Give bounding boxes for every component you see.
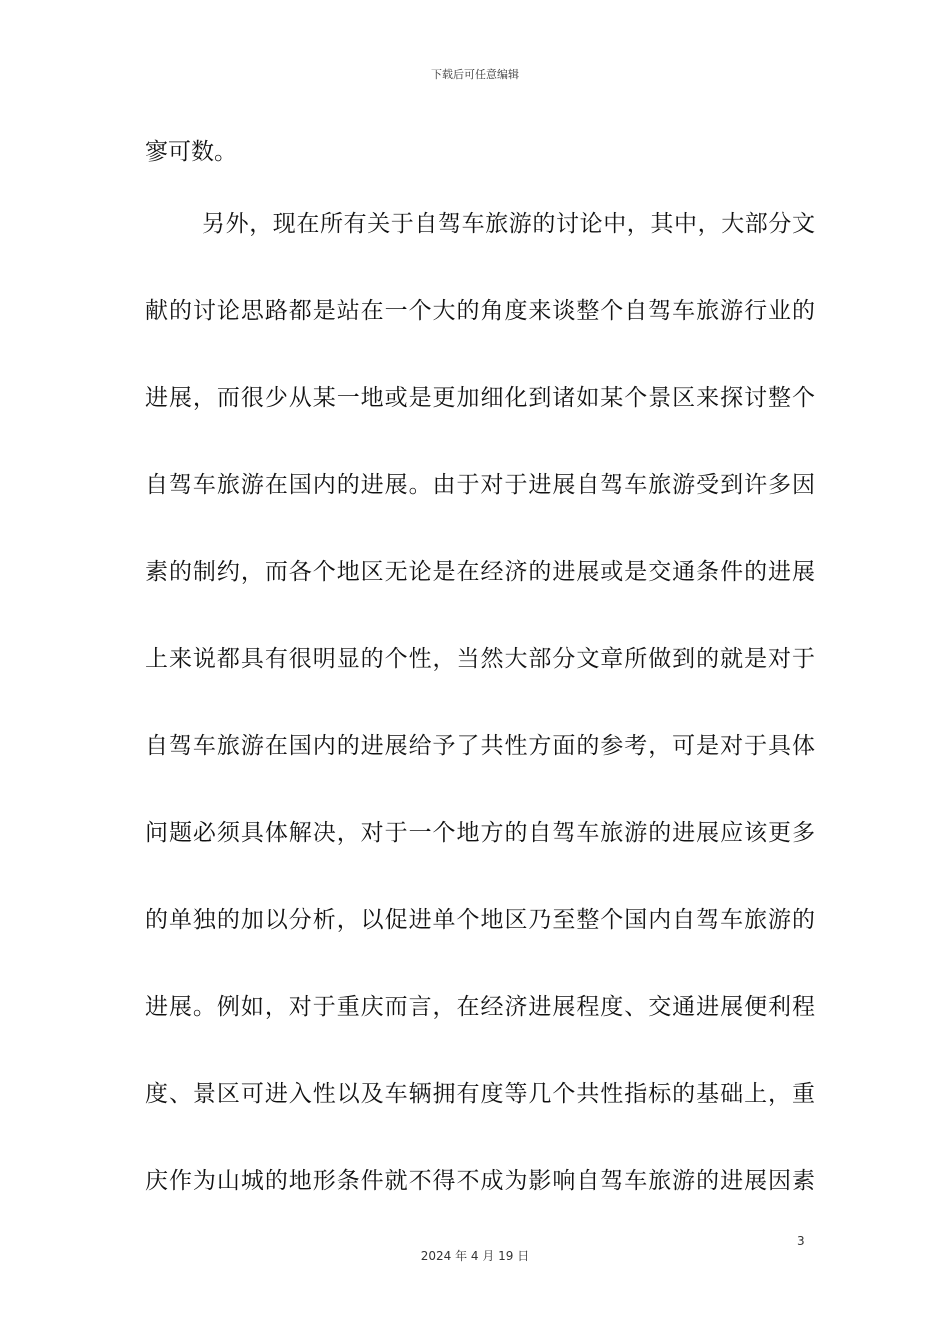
page-header: 下载后可任意编辑 [431,68,519,81]
body-line: 的单独的加以分析，以促进单个地区乃至整个国内自驾车旅游的 [145,907,815,933]
body-line: 上来说都具有很明显的个性，当然大部分文章所做到的就是对于 [145,646,815,672]
body-line: 庆作为山城的地形条件就不得不成为影响自驾车旅游的进展因素 [145,1168,815,1194]
body-line: 进展，而很少从某一地或是更加细化到诸如某个景区来探讨整个 [145,385,815,411]
body-line: 进展。例如，对于重庆而言，在经济进展程度、交通进展便利程 [145,994,815,1020]
page-footer-date: 2024 年 4 月 19 日 [420,1249,530,1263]
body-line: 寥可数。 [145,139,237,165]
body-line: 素的制约，而各个地区无论是在经济的进展或是交通条件的进展 [145,559,815,585]
body-line: 献的讨论思路都是站在一个大的角度来谈整个自驾车旅游行业的 [145,298,815,324]
body-line: 另外，现在所有关于自驾车旅游的讨论中，其中，大部分文 [202,211,815,237]
body-line: 自驾车旅游在国内的进展。由于对于进展自驾车旅游受到许多因 [145,472,815,498]
body-line: 问题必须具体解决，对于一个地方的自驾车旅游的进展应该更多 [145,820,815,846]
page-number: 3 [797,1234,805,1248]
body-line: 自驾车旅游在国内的进展给予了共性方面的参考，可是对于具体 [145,733,815,759]
body-line: 度、景区可进入性以及车辆拥有度等几个共性指标的基础上，重 [145,1081,815,1107]
